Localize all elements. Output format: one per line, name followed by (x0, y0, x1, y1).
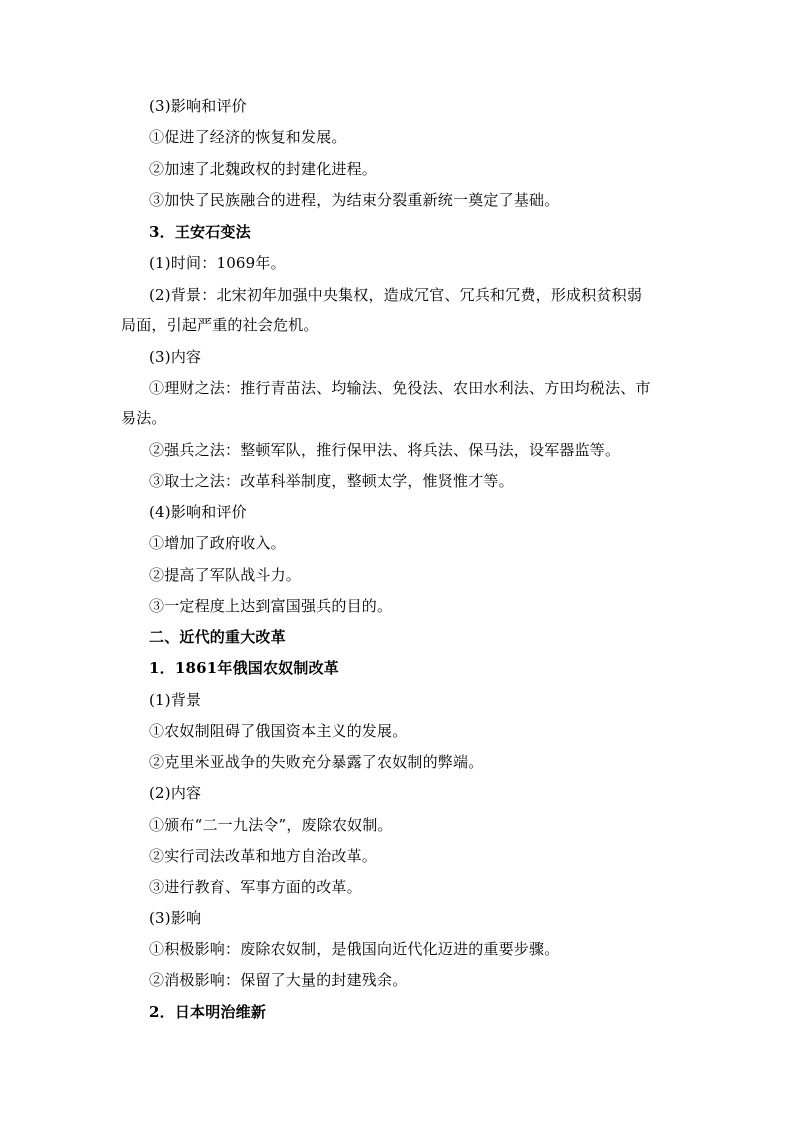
subheading: (3)影响 (149, 909, 202, 927)
section-heading: 1．1861年俄国农奴制改革 (149, 659, 339, 677)
subheading: (4)影响和评价 (149, 503, 247, 521)
paragraph: ②加速了北魏政权的封建化进程。 (149, 160, 378, 178)
paragraph: ①促进了经济的恢复和发展。 (149, 128, 347, 146)
section-heading: 3．王安石变法 (149, 223, 251, 241)
paragraph: ②克里米亚战争的失败充分暴露了农奴制的弊端。 (149, 753, 484, 771)
paragraph: (1)时间：1069年。 (149, 254, 286, 272)
paragraph: ③加快了民族融合的进程，为结束分裂重新统一奠定了基础。 (149, 191, 560, 209)
heading-influence-evaluation: (3)影响和评价 (149, 97, 247, 115)
paragraph: ②实行司法改革和地方自治改革。 (149, 847, 378, 865)
paragraph: ①颁布“二一九法令”，废除农奴制。 (149, 816, 393, 834)
paragraph: ①农奴制阻碍了俄国资本主义的发展。 (149, 722, 408, 740)
section-heading: 2．日本明治维新 (149, 1003, 267, 1021)
paragraph: ②提高了军队战斗力。 (149, 566, 302, 584)
paragraph: ①增加了政府收入。 (149, 534, 286, 552)
paragraph: ③进行教育、军事方面的改革。 (149, 878, 362, 896)
subheading: (3)内容 (149, 348, 202, 366)
paragraph: ②强兵之法：整顿军队，推行保甲法、将兵法、保马法，设军器监等。 (149, 441, 621, 459)
paragraph: (2)背景：北宋初年加强中央集权，造成冗官、冗兵和冗费，形成积贫积弱 (149, 286, 643, 304)
paragraph-continuation: 局面，引起严重的社会危机。 (121, 316, 319, 334)
paragraph: ③取士之法：改革科举制度，整顿太学，惟贤惟才等。 (149, 472, 514, 490)
paragraph: ②消极影响：保留了大量的封建残余。 (149, 971, 408, 989)
paragraph: ①积极影响：废除农奴制，是俄国向近代化迈进的重要步骤。 (149, 940, 560, 958)
subheading: (2)内容 (149, 784, 202, 802)
paragraph-continuation: 易法。 (121, 409, 167, 427)
paragraph: ③一定程度上达到富国强兵的目的。 (149, 597, 393, 615)
paragraph: ①理财之法：推行青苗法、均输法、免役法、农田水利法、方田均税法、市 (149, 379, 651, 397)
chapter-heading: 二、近代的重大改革 (149, 628, 286, 646)
subheading: (1)背景 (149, 691, 202, 709)
